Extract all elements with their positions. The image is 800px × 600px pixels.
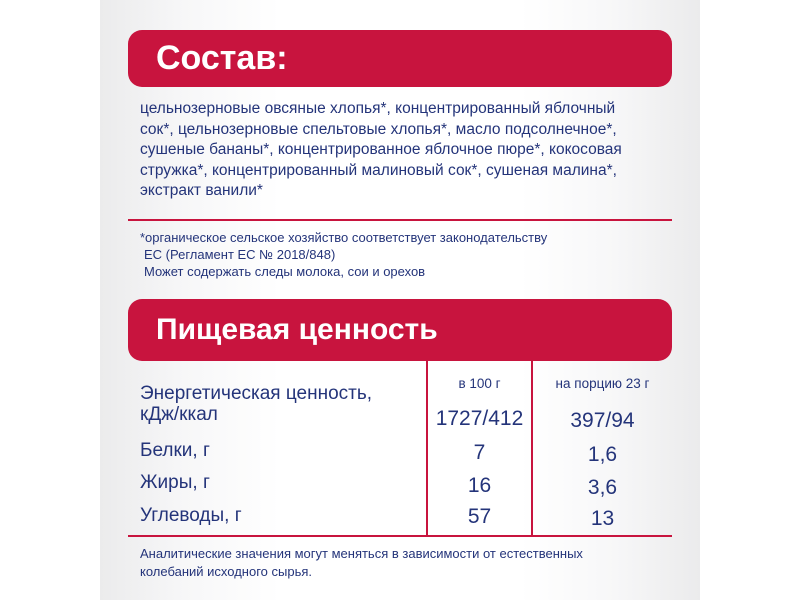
row-label-energy-line2: кДж/ккал bbox=[140, 404, 218, 425]
footnote-line: ЕС (Регламент ЕС № 2018/848) bbox=[144, 247, 336, 262]
composition-banner bbox=[128, 30, 672, 87]
note-line: колебаний исходного сырья. bbox=[140, 564, 312, 579]
row-label-protein: Белки, г bbox=[140, 440, 210, 461]
column-header-per-portion: на порцию 23 г bbox=[555, 376, 650, 391]
footnote-line: Может содержать следы молока, сои и орехов bbox=[144, 264, 426, 279]
ingredients-line: стружка*, концентрированный малиновый сок*, сушеная малина*, bbox=[140, 161, 617, 179]
fat-per-100g: 16 bbox=[467, 474, 492, 497]
section-divider bbox=[128, 535, 672, 537]
row-label-fat: Жиры, г bbox=[140, 472, 210, 493]
protein-per-100g: 7 bbox=[473, 441, 486, 464]
ingredients-line: сушеные бананы*, концентрированное яблочное пюре*, кокосовая bbox=[140, 141, 622, 158]
carbs-per-portion: 13 bbox=[590, 507, 615, 530]
analytical-note bbox=[140, 545, 680, 581]
energy-per-100g: 1727/412 bbox=[435, 407, 524, 430]
footnote-line: *органическое сельское хозяйство соответствует законодательству bbox=[140, 230, 548, 245]
energy-per-portion: 397/94 bbox=[570, 409, 635, 432]
row-label-energy-line1: Энергетическая ценность, bbox=[140, 383, 373, 404]
fat-per-portion: 3,6 bbox=[587, 476, 618, 499]
ingredients-text bbox=[140, 99, 670, 202]
column-header-per-100g: в 100 г bbox=[458, 376, 501, 391]
ingredients-line: цельнозерновые овсяные хлопья*, концентрированный яблочный bbox=[140, 100, 616, 117]
note-line: Аналитические значения могут меняться в зависимости от естественных bbox=[140, 546, 583, 561]
nutrition-banner bbox=[128, 299, 672, 361]
organic-footnote bbox=[140, 229, 670, 280]
row-label-energy bbox=[140, 383, 372, 425]
carbs-per-100g: 57 bbox=[467, 505, 492, 528]
ingredients-line: сок*, цельнозерновые спельтовые хлопья*, масло подсолнечное*, bbox=[140, 120, 617, 138]
protein-per-portion: 1,6 bbox=[587, 443, 618, 466]
nutrition-title: Пищевая ценность bbox=[156, 313, 438, 346]
row-label-carbs: Углеводы, г bbox=[140, 505, 242, 526]
ingredients-line: экстракт ванили* bbox=[140, 182, 263, 199]
composition-title: Состав: bbox=[156, 39, 288, 77]
section-divider bbox=[128, 219, 672, 221]
